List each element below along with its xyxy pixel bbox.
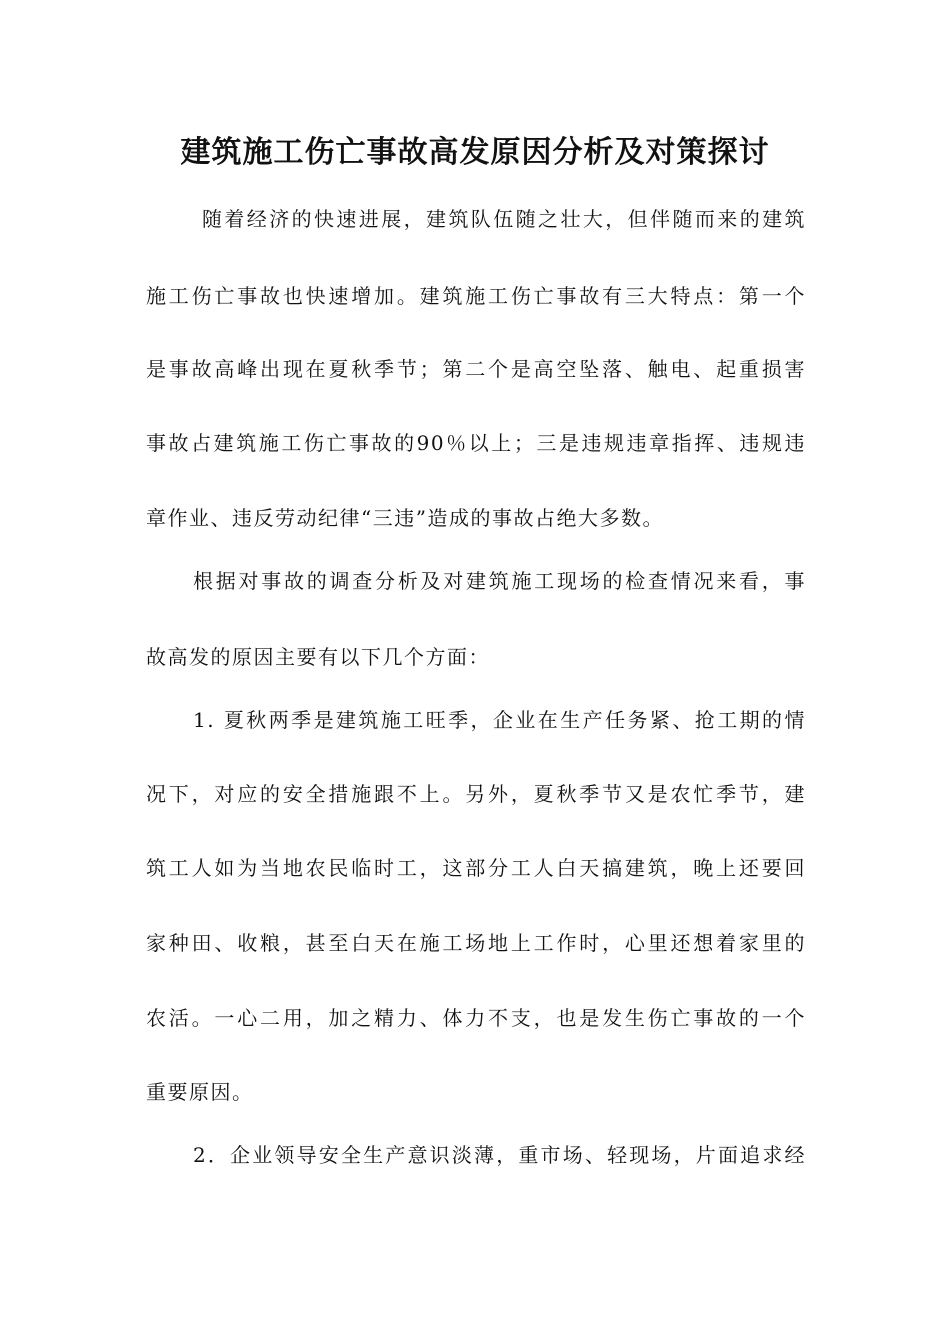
paragraph-line: 况下，对应的安全措施跟不上。另外，夏秋季节又是农忙季节，建 — [146, 782, 806, 806]
paragraph-line: 1. 夏秋两季是建筑施工旺季，企业在生产任务紧、抢工期的情 — [193, 708, 806, 732]
paragraph-line: 2．企业领导安全生产意识淡薄，重市场、轻现场，片面追求经 — [193, 1143, 806, 1167]
paragraph-line: 筑工人如为当地农民临时工，这部分工人白天搞建筑，晚上还要回 — [146, 856, 806, 880]
document-title: 建筑施工伤亡事故高发原因分析及对策探讨 — [180, 135, 770, 170]
paragraph-line: 章作业、违反劳动纪律“三违”造成的事故占绝大多数。 — [146, 506, 664, 530]
paragraph-line: 事故占建筑施工伤亡事故的90％以上；三是违规违章指挥、违规违 — [146, 431, 806, 455]
paragraph-line: 故高发的原因主要有以下几个方面： — [146, 645, 490, 669]
paragraph-line: 重要原因。 — [146, 1080, 254, 1104]
paragraph-line: 随着经济的快速进展，建筑队伍随之壮大，但伴随而来的建筑 — [202, 207, 806, 231]
paragraph-line: 家种田、收粮，甚至白天在施工场地上工作时，心里还想着家里的 — [146, 931, 806, 955]
paragraph-line: 是事故高峰出现在夏秋季节；第二个是高空坠落、触电、起重损害 — [146, 357, 806, 381]
paragraph-line: 施工伤亡事故也快速增加。建筑施工伤亡事故有三大特点：第一个 — [146, 284, 806, 308]
paragraph-line: 农活。一心二用，加之精力、体力不支，也是发生伤亡事故的一个 — [146, 1006, 806, 1030]
paragraph-line: 根据对事故的调查分析及对建筑施工现场的检查情况来看，事 — [193, 569, 806, 593]
